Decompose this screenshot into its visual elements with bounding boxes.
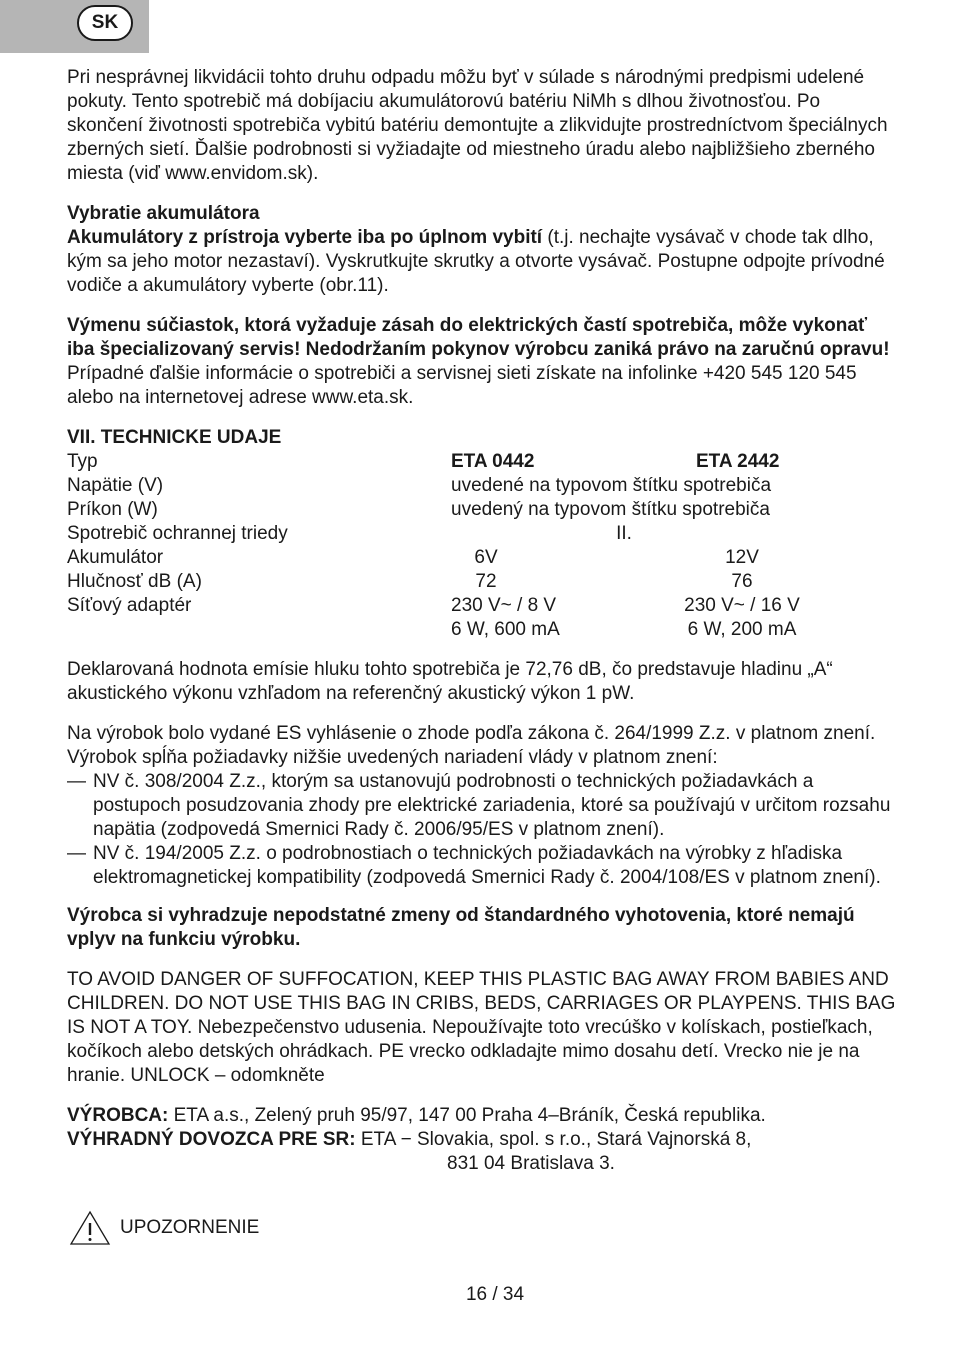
technical-specs [67, 426, 897, 642]
spec-label: Napätie (V) [67, 475, 164, 496]
battery-paragraph [67, 226, 897, 298]
spec-label: Spotrebič ochrannej triedy [67, 523, 288, 544]
list-item [67, 842, 897, 890]
spec-value: II. [616, 523, 632, 544]
warning-triangle-icon [69, 1210, 111, 1246]
page-number: 16 / 34 [465, 1284, 525, 1305]
page-content [67, 66, 897, 1176]
service-bold: Výmenu súčiastok, ktorá vyžaduje zásah do elektrických častí spotrebiča, môže vykonať iba špecializovaný servis! Nedodržaním pokynov výrobcu zaniká právo na zaručnú opravu! [67, 315, 890, 360]
spec-value-2: 12V [725, 547, 759, 568]
importer-line [67, 1128, 897, 1152]
spec-row-voltage [67, 474, 897, 498]
language-badge: SK [77, 5, 133, 41]
disposal-paragraph: Pri nesprávnej likvidácii tohto druhu odpadu môžu byť v súlade s národnými predpismi udelené pokuty. Tento spotrebič má dobíjaciu akumulátorovú batériu NiMh s dlhou životnosťou. Po skončení životnosti spotrebiča vybitú batériu demontujte a zlikvidujte prostredníctvom špeciálnych zberných sietí. Ďalšie podrobnosti si vyžiadajte od miestneho úradu alebo najbližšieho zberného miesta (viď www.envidom.sk). [67, 67, 888, 184]
spec-row-adapter-power [67, 618, 897, 642]
spec-value-2: 230 V~ / 16 V [684, 595, 800, 616]
spec-row-accumulator [67, 546, 897, 570]
importer-city: 831 04 Bratislava 3. [447, 1153, 615, 1174]
spec-row-class [67, 522, 897, 546]
spec-label: Síťový adaptér [67, 595, 192, 616]
battery-text: (t.j. nechajte vysávač v chode tak dlho, kým sa jeho motor nezastaví). Vyskrutkujte skrutky a otvorte vysávač. Postupne odpojte prívodné vodiče a akumulátory vyberte (obr.11). [67, 227, 885, 296]
list-item [67, 770, 897, 842]
spec-value: uvedený na typovom štítku spotrebiča [451, 499, 770, 520]
spec-value-2: 6 W, 200 mA [687, 619, 797, 640]
importer-label: VÝHRADNÝ DOVOZCA PRE SR: [67, 1129, 356, 1150]
spec-label: Hlučnosť dB (A) [67, 571, 202, 592]
spec-row-power [67, 498, 897, 522]
language-tab [0, 0, 149, 53]
spec-value-1: 6V [474, 547, 498, 568]
service-paragraph [67, 314, 897, 410]
spec-row-noise [67, 570, 897, 594]
spec-label: Príkon (W) [67, 499, 158, 520]
notice-label: UPOZORNENIE [120, 1217, 260, 1238]
spec-value: uvedené na typovom štítku spotrebiča [451, 475, 772, 496]
spec-model-2: ETA 2442 [696, 451, 780, 472]
spec-value-1: 6 W, 600 mA [451, 619, 560, 640]
spec-row-type [67, 450, 897, 474]
importer-text: ETA − Slovakia, spol. s r.o., Stará Vajnorská 8, [355, 1129, 752, 1150]
specs-heading: VII. TECHNICKE UDAJE [67, 427, 282, 448]
manufacturer-text: ETA a.s., Zelený pruh 95/97, 147 00 Praha 4–Bráník, Česká republika. [168, 1105, 766, 1126]
spec-label: Typ [67, 451, 98, 472]
noise-declaration: Deklarovaná hodnota emísie hluku tohto spotrebiča je 72,76 dB, čo predstavuje hladinu „A“ akustického výkonu vzhľadom na referenčný akustický výkon 1 pW. [67, 659, 833, 704]
manufacturer-line [67, 1104, 897, 1128]
battery-bold: Akumulátory z prístroja vyberte iba po úplnom vybití [67, 227, 543, 248]
conformity-section [67, 722, 897, 890]
list-dash: — [67, 771, 86, 792]
notice [69, 1208, 259, 1248]
service-text: Prípadné ďalšie informácie o spotrebiči a servisnej sieti získate na infolinke +420 545 120 545 alebo na internetovej adrese www.eta.sk. [67, 363, 857, 408]
list-item-text: NV č. 194/2005 Z.z. o podrobnostiach o technických požiadavkách na výrobky z hľadiska elektromagnetickej kompatibility (zodpovedá Smernici Rady č. 2004/108/ES v platnom znení). [93, 843, 881, 888]
list-dash: — [67, 843, 86, 864]
spec-value-1: 72 [475, 571, 497, 592]
spec-model-1: ETA 0442 [451, 451, 535, 472]
spec-value-1: 230 V~ / 8 V [451, 595, 557, 616]
battery-heading: Vybratie akumulátora [67, 203, 260, 224]
list-item-text: NV č. 308/2004 Z.z., ktorým sa ustanovujú podrobnosti o technických požiadavkách a postupoch posudzovania zhody pre elektrické zariadenia, ktoré sa používajú v určitom rozsahu napätia (zodpovedá Smernici Rady č. 2006/95/ES v platnom znení). [93, 771, 891, 840]
reserve-notice: Výrobca si vyhradzuje nepodstatné zmeny od štandardného vyhotovenia, ktoré nemajú vplyv na funkciu výrobku. [67, 905, 855, 950]
conformity-intro: Na výrobok bolo vydané ES vyhlásenie o zhode podľa zákona č. 264/1999 Z.z. v platnom znení. Výrobok spĺňa požiadavky nižšie uvedených nariadení vlády v platnom znení: [67, 723, 876, 768]
battery-section [67, 202, 897, 298]
spec-row-adapter [67, 594, 897, 618]
manufacturer-label: VÝROBCA: [67, 1105, 169, 1126]
spec-value-2: 76 [731, 571, 753, 592]
bag-warning: TO AVOID DANGER OF SUFFOCATION, KEEP THIS PLASTIC BAG AWAY FROM BABIES AND CHILDREN. DO NOT USE THIS BAG IN CRIBS, BEDS, CARRIAGES OR PLAYPENS. THIS BAG IS NOT A TOY. Nebezpečenstvo udusenia. Nepoužívajte toto vrecúško v kolískach, postieľkach, kočíkoch alebo detských ohrádkach. PE vrecko odkladajte mimo dosahu detí. Vrecko nie je na hranie. UNLOCK – odomkněte [67, 969, 896, 1086]
spec-label: Akumulátor [67, 547, 164, 568]
manufacturer-section [67, 1104, 897, 1176]
